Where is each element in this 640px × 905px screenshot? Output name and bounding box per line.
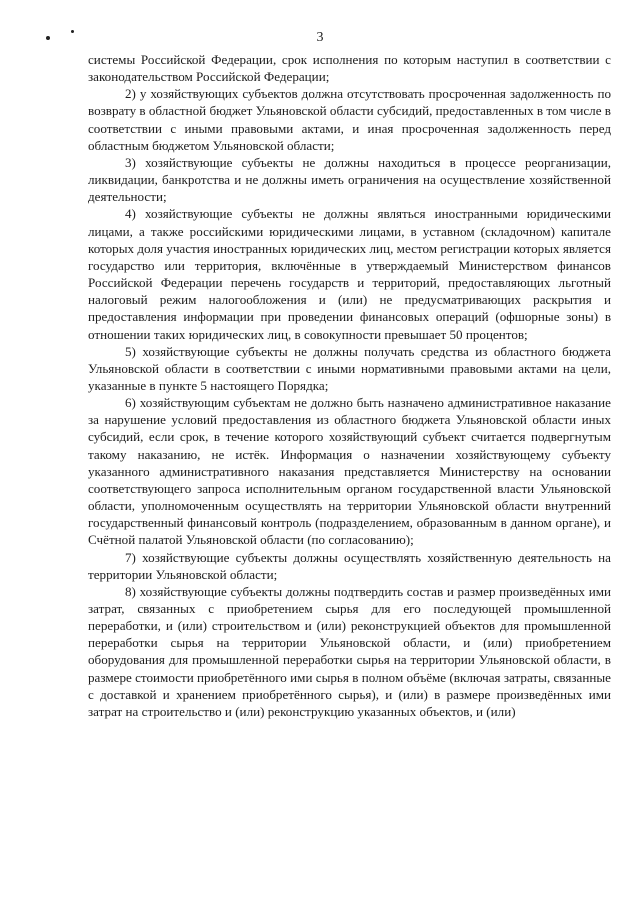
paragraph-item-2: 2) у хозяйствующих субъектов должна отсутствовать просроченная задолженность по возврату в областной бюджет Ульяновской области субсидий, предоставленных в том числе в соответствии с иными правовыми актами, и иная просроченная задолженность перед областным бюджетом Ульяновской области; xyxy=(88,86,611,153)
paragraph-item-5: 5) хозяйствующие субъекты не должны получать средства из областного бюджета Ульяновской области в соответствии с иными нормативными правовыми актами на цели, указанные в пункте 5 настоящего Порядка; xyxy=(88,343,611,393)
paragraph-continuation: системы Российской Федерации, срок исполнения по которым наступил в соответствии с законодательством Российской Федерации; xyxy=(88,52,611,85)
paragraph-item-3: 3) хозяйствующие субъекты не должны находиться в процессе реорганизации, ликвидации, банкротства и не должны иметь ограничения на осуществление хозяйственной деятельности; xyxy=(88,154,611,205)
paragraph-item-6: 6) хозяйствующим субъектам не должно быть назначено административное наказание за нарушение условий предоставления из областного бюджета Ульяновской области иных субсидий, если срок, в течение которого хозяйствующий субъект считается подвергнутым такому наказанию, не истёк. Информация о назначении хозяйствующему субъекту указанного административного наказания представляется Министерству на основании соответствующего запроса исполнительным органом государственной власти Ульяновской области, уполномоченным осуществлять на территории Ульяновской области внутренний государственный финансовый контроль (подразделением, образованным в данном органе), и Счётной палатой Ульяновской области (по согласованию); xyxy=(88,395,611,548)
page-number: 3 xyxy=(316,30,324,45)
paragraph-item-7: 7) хозяйствующие субъекты должны осуществлять хозяйственную деятельность на территории Ульяновской области; xyxy=(88,549,611,582)
document-body xyxy=(88,51,611,720)
paragraph-item-4: 4) хозяйствующие субъекты не должны являться иностранными юридическими лицами, а также российскими юридическими лицами, в уставном (складочном) капитале которых доля участия иностранных юридических лиц, местом регистрации которых является государство или территория, включённые в утверждаемый Министерством финансов Российской Федерации перечень государств и территорий, предоставляющих льготный налоговый режим налогообложения и (или) не предусматривающих раскрытия и предоставления информации при проведении финансовых операций (офшорные зоны) в отношении таких юридических лиц, в совокупности превышает 50 процентов; xyxy=(88,206,611,342)
paragraph-item-8: 8) хозяйствующие субъекты должны подтвердить состав и размер произведённых ими затрат, связанных с приобретением сырья для его последующей промышленной переработки, и (или) строительством и (или) реконструкцией объектов для промышленной переработки сырья на территории Ульяновской области, и (или) приобретением оборудования для промышленной переработки сырья на территории Ульяновской области, в размере стоимости приобретённого ими сырья в полном объёме (включая затраты, связанные с доставкой и хранением приобретённого сырья), и (или) в размере произведённых ими затрат на строительство и (или) реконструкцию указанных объектов, и (или) xyxy=(88,583,611,719)
